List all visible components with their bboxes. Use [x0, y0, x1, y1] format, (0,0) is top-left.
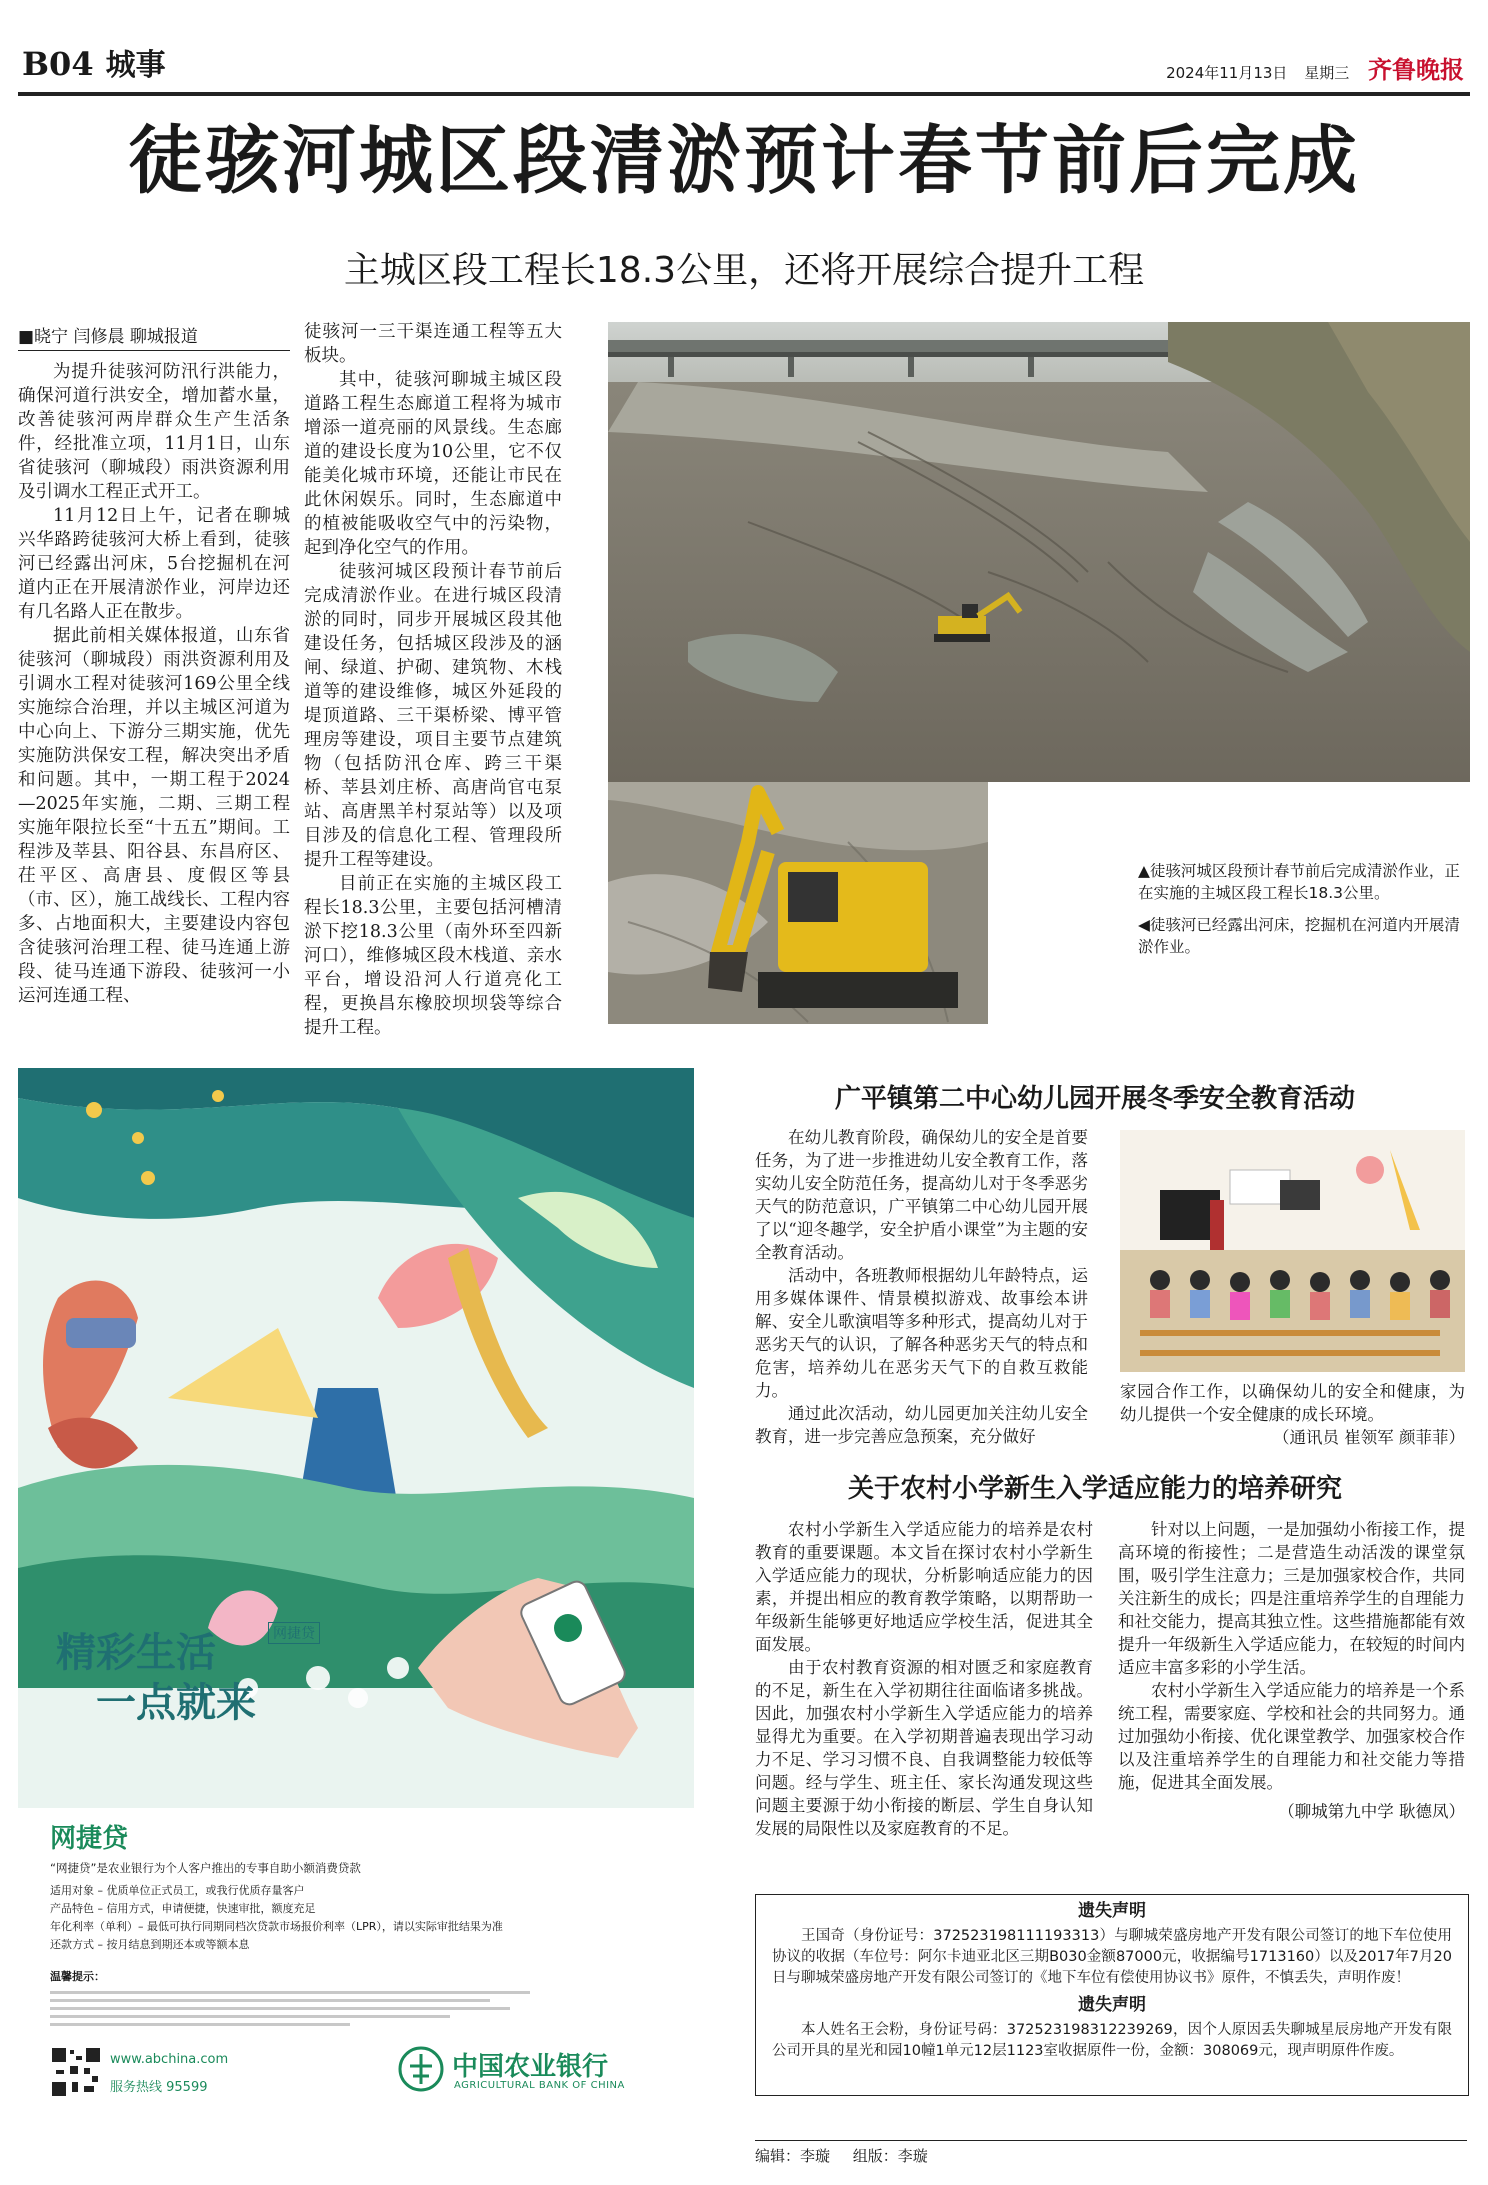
paragraph: 家园合作工作，以确保幼儿的安全和健康，为幼儿提供一个安全健康的成长环境。 — [1120, 1382, 1465, 1424]
story-column — [755, 1518, 1093, 1840]
paragraph: 农村小学新生入学适应能力的培养是农村教育的重要课题。本文旨在探讨农村小学新生入学适应能力的现状，分析影响适应能力的因素，并提出相应的教育教学策略，以期帮助一年级新生能够更好地适应学校生活，促进其全面发展。 — [755, 1520, 1093, 1654]
layout-credit: 组版：李璇 — [852, 2147, 928, 2165]
paper-logo: 齐鲁晚报 — [1368, 55, 1464, 84]
ad-bullet: 还款方式 – 按月结息到期还本或等额本息 — [50, 1938, 250, 1951]
ad-fine-print — [50, 1986, 550, 2031]
ad-badge: 网捷贷 — [268, 1622, 320, 1644]
ad-bullet: 年化利率（单利）– 最低可执行同期同档次贷款市场报价利率（LPR），请以实际审批结果为准 — [50, 1920, 503, 1933]
ad-slogan-line: 一点就来 — [96, 1680, 256, 1726]
paragraph: 11月12日上午，记者在聊城兴华路跨徒骇河大桥上看到，徒骇河已经露出河床，5台挖掘机在河道内正在开展清淤作业，河岸边还有几名路人正在散步。 — [18, 506, 290, 622]
bank-name-cn: 中国农业银行 — [452, 2052, 609, 2082]
notice-title: 遗失声明 — [1078, 1995, 1146, 2015]
ad-slogan — [56, 1628, 256, 1728]
masthead-info — [1166, 50, 1464, 85]
ad-product-name: 网捷贷 — [50, 1824, 129, 1854]
header-divider — [18, 92, 1470, 96]
photo-caption: ◀徒骇河已经露出河床，挖掘机在河道内开展清淤作业。 — [1138, 916, 1460, 956]
photo-captions — [1138, 860, 1468, 968]
issue-date: 2024年11月13日 — [1166, 64, 1288, 82]
bank-advertisement — [18, 1068, 694, 2130]
paragraph: 为提升徒骇河防汛行洪能力，确保河道行洪安全，增加蓄水量，改善徒骇河两岸群众生产生活条件，经批准立项，11月1日，山东省徒骇河（聊城段）雨洪资源利用及引调水工程正式开工。 — [18, 362, 290, 502]
ad-bullet-list — [50, 1882, 670, 1954]
section-name: 城事 — [105, 48, 166, 83]
article-byline: ■晓宁 闫修晨 聊城报道 — [18, 322, 290, 351]
paragraph: 在幼儿教育阶段，确保幼儿的安全是首要任务，为了进一步推进幼儿安全教育工作，落实幼儿安全防范任务，提高幼儿对于冬季恶劣天气的防范意识，广平镇第二中心幼儿园开展了以“迎冬趣学，安全护盾小课堂”为主题的安全教育活动。 — [755, 1128, 1088, 1262]
photo-caption: ▲徒骇河城区段预计春节前后完成清淤作业，正在实施的主城区段工程长18.3公里。 — [1138, 862, 1460, 902]
paragraph: 由于农村教育资源的相对匮乏和家庭教育的不足，新生在入学初期往往面临诸多挑战。因此，加强农村小学新生入学适应能力的培养显得尤为重要。在入学初期普遍表现出学习动力不足、学习习惯不良、自我调整能力较低等问题。经与学生、班主任、家长沟通发现这些问题主要源于幼小衔接的断层、学生自身认知发展的局限性以及家庭教育的不足。 — [755, 1658, 1093, 1838]
paragraph: 目前正在实施的主城区段工程长18.3公里，主要包括河槽清淤下挖18.3公里（南外环至四新河口），维修城区段木栈道、亲水平台，增设沿河人行道亮化工程，更换昌东橡胶坝坝袋等综合提升工程。 — [304, 874, 562, 1038]
page-footer — [755, 2140, 1467, 2166]
article-column-2 — [304, 320, 562, 1040]
bank-name-en: AGRICULTURAL BANK OF CHINA — [454, 2080, 625, 2091]
story-column — [755, 1126, 1088, 1448]
abc-bank-logo-icon — [398, 2046, 444, 2092]
story-byline: （通讯员 崔领军 颜菲菲） — [1273, 1428, 1465, 1447]
paragraph: 活动中，各班教师根据幼儿年龄特点，运用多媒体课件、情景模拟游戏、故事绘本讲解、安全儿歌演唱等多种形式，提高幼儿对于恶劣天气的认识，了解各种恶劣天气的特点和危害，培养幼儿在恶劣天气下的自救互救能力。 — [755, 1266, 1088, 1400]
paragraph: 通过此次活动，幼儿园更加关注幼儿安全教育，进一步完善应急预案，充分做好 — [755, 1404, 1088, 1446]
lost-notices-box — [755, 1894, 1469, 2096]
story-column — [1120, 1380, 1465, 1449]
bank-hotline: 服务热线 95599 — [110, 2080, 208, 2095]
paragraph: 徒骇河城区段预计春节前后完成清淤作业。在进行城区段清淤的同时，同步开展城区段其他建设任务，包括城区段涉及的涵闸、绿道、护砌、建筑物、木栈道等的建设维修，城区外延段的堤顶道路、三干渠桥梁、博平管理房等建设，项目主要节点建筑物（包括防汛仓库、跨三干渠桥、莘县刘庄桥、高唐尚官屯泵站、高唐黑羊村泵站等）以及项目涉及的信息化工程、管理段所提升工程等建设。 — [304, 562, 562, 870]
paragraph: 徒骇河一三干渠连通工程等五大板块。 — [304, 322, 562, 366]
ad-bullet: 产品特色 – 信用方式，申请便捷，快速审批，额度充足 — [50, 1902, 316, 1915]
ad-intro: “网捷贷”是农业银行为个人客户推出的专事自助小额消费贷款 — [50, 1861, 361, 1875]
ad-bullet: 适用对象 – 优质单位正式员工，或我行优质存量客户 — [50, 1884, 305, 1897]
issue-weekday: 星期三 — [1304, 64, 1350, 82]
headline: 徒骇河城区段清淤预计春节前后完成 — [128, 118, 1360, 204]
qr-code-icon — [50, 2046, 102, 2098]
paragraph: 针对以上问题，一是加强幼小衔接工作，提高环境的衔接性；二是营造生动活泼的课堂氛围，吸引学生注意力；三是加强家校合作，共同关注新生的成长；四是注重培养学生的自理能力和社交能力，提高其独立性。这些措施都能有效提升一年级新生入学适应能力，在较短的时间内适应丰富多彩的小学生活。 — [1118, 1520, 1465, 1677]
paragraph: 据此前相关媒体报道，山东省徒骇河（聊城段）雨洪资源利用及引调水工程对徒骇河169公里全线实施综合治理，并以主城区河道为中心向上、下游分三期实施，优先实施防洪保安工程，解决突出矛盾和问题。其中，一期工程于2024—2025年实施，二期、三期工程实施年限拉长至“十五五”期间。工程涉及莘县、阳谷县、东昌府区、茌平区、高唐县、度假区等县（市、区），施工战线长、工程内容多、占地面积大，主要建设内容包含徒骇河治理工程、徒马连通上游段、徒马连通下游段、徒骇河一小运河连通工程、 — [18, 626, 290, 1006]
story-byline: （聊城第九中学 耿德凤） — [1278, 1802, 1465, 1821]
story-title: 关于农村小学新生入学适应能力的培养研究 — [847, 1474, 1342, 1504]
story-column — [1118, 1518, 1465, 1823]
ad-slogan-line: 精彩生活 — [56, 1630, 216, 1676]
kindergarten-class-photo — [1120, 1130, 1465, 1372]
article-column-1 — [18, 360, 290, 1008]
bank-website: www.abchina.com — [110, 2052, 229, 2067]
notice-title: 遗失声明 — [1078, 1901, 1146, 1921]
page-section-label — [22, 40, 166, 84]
page-code: B04 — [22, 45, 94, 83]
story-title: 广平镇第二中心幼儿园开展冬季安全教育活动 — [834, 1084, 1355, 1114]
paragraph: 其中，徒骇河聊城主城区段道路工程生态廊道工程将为城市增添一道亮丽的风景线。生态廊道的建设长度为10公里，它不仅能美化城市环境，还能让市民在此休闲娱乐。同时，生态廊道中的植被能吸收空气中的污染物，起到净化空气的作用。 — [304, 370, 562, 558]
notice-body: 本人姓名王会粉，身份证号码：372523198312239269，因个人原因丢失聊城星辰房地产开发有限公司开具的星光和园10幢1单元12层1123室收据原件一份，金额：308069元，现声明原件作废。 — [772, 2022, 1452, 2059]
paragraph: 农村小学新生入学适应能力的培养是一个系统工程，需要家庭、学校和社会的共同努力。通过加强幼小衔接、优化课堂教学、加强家校合作以及注重培养学生的自理能力和社交能力等措施，促进其全面发展。 — [1118, 1681, 1465, 1792]
subheadline: 主城区段工程长18.3公里，还将开展综合提升工程 — [343, 250, 1145, 291]
ad-tips-title: 温馨提示： — [50, 1970, 105, 1983]
editor-credit: 编辑：李璇 — [755, 2147, 831, 2165]
notice-body: 王国奇（身份证号：372523198111193313）与聊城荣盛房地产开发有限公司签订的地下车位使用协议的收据（车位号：阿尔卡迪亚北区三期B030金额87000元，收据编号1713160）以及2017年7月20日与聊城荣盛房地产开发有限公司签订的《地下车位有偿使用协议书》原件，不慎丢失，声明作废！ — [772, 1928, 1452, 1986]
